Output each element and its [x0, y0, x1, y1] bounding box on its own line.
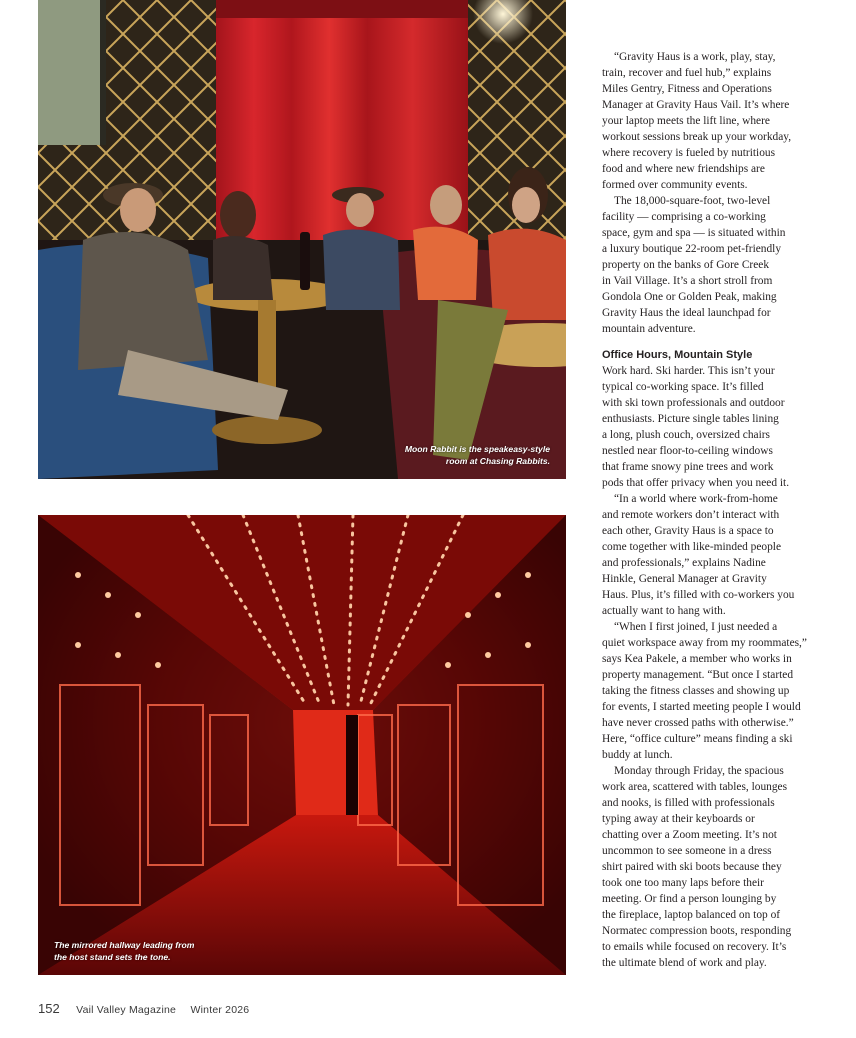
photo-mirrored-hallway — [38, 515, 566, 975]
page-number: 152 — [38, 1001, 60, 1016]
text-line: and remote workers don’t interact with — [602, 509, 780, 521]
text-line: space, gym and spa — is situated within — [602, 227, 786, 239]
text-line: Gravity Haus the ideal launchpad for — [602, 307, 771, 319]
paragraph — [602, 363, 810, 491]
text-line: uncommon to see someone in a dress — [602, 845, 772, 857]
text-line: “In a world where work-from-home — [614, 493, 778, 505]
text-line: formed over community events. — [602, 179, 748, 191]
text-line: your laptop meets the lift line, where — [602, 115, 770, 127]
text-line: workout sessions break up your workday, — [602, 131, 792, 143]
text-line: that frame snowy pine trees and work — [602, 461, 774, 473]
text-line: Miles Gentry, Fitness and Operations — [602, 83, 772, 95]
text-line: work area, scattered with tables, lounges — [602, 781, 788, 793]
text-line: mountain adventure. — [602, 323, 696, 335]
section-heading: Office Hours, Mountain Style — [602, 349, 753, 361]
text-line: Normatec compression boots, responding — [602, 925, 792, 937]
paragraph — [602, 49, 810, 193]
text-line: quiet workspace away from my roommates,” — [602, 637, 807, 649]
photo-moon-rabbit-room — [38, 0, 566, 479]
text-line: to emails while focused on recovery. It’s — [602, 941, 787, 953]
issue-date: Winter 2026 — [190, 1004, 250, 1016]
text-line: actually want to hang with. — [602, 605, 726, 617]
text-line: took one too many laps before their — [602, 877, 764, 889]
text-line: shirt paired with ski boots because they — [602, 861, 782, 873]
text-line: Haus. Plus, it’s filled with co-workers you — [602, 589, 795, 601]
caption-line: room at Chasing Rabbits. — [445, 455, 550, 466]
paragraph — [602, 193, 810, 337]
text-line: Hinkle, General Manager at Gravity — [602, 573, 767, 585]
text-line: facility — comprising a co-working — [602, 211, 766, 223]
photo-hallway-illustration — [38, 515, 566, 975]
text-line: where recovery is fueled by nutritious — [602, 147, 776, 159]
photo-caption — [405, 444, 550, 467]
publication-name: Vail Valley Magazine — [76, 1004, 177, 1016]
text-line: with ski town professionals and outdoor — [602, 397, 785, 409]
text-line: come together with like-minded people — [602, 541, 782, 553]
text-line: “When I first joined, I just needed a — [614, 621, 778, 633]
text-line: buddy at lunch. — [602, 749, 673, 761]
text-line: The 18,000-square-foot, two-level — [614, 195, 771, 207]
text-line: a long, plush couch, oversized chairs — [602, 429, 770, 441]
text-line: meeting. Or find a person lounging by — [602, 893, 777, 905]
text-line: typing away at their keyboards or — [602, 813, 755, 825]
text-line: property on the banks of Gore Creek — [602, 259, 770, 271]
text-line: and professionals,” explains Nadine — [602, 557, 766, 569]
text-line: have never crossed paths with otherwise.” — [602, 717, 794, 729]
text-line: a luxury boutique 22-room pet-friendly — [602, 243, 782, 255]
text-line: and nooks, is filled with professionals — [602, 797, 775, 809]
photo-moon-rabbit-illustration — [38, 0, 566, 479]
text-line: typical co-working space. It’s filled — [602, 381, 764, 393]
text-line: train, recover and fuel hub,” explains — [602, 67, 772, 79]
text-line: nestled near floor-to-ceiling windows — [602, 445, 773, 457]
text-line: says Kea Pakele, a member who works in — [602, 653, 792, 665]
text-line: taking the fitness classes and showing up — [602, 685, 790, 697]
page-footer — [38, 1000, 249, 1018]
text-line: Manager at Gravity Haus Vail. It’s where — [602, 99, 790, 111]
paragraph — [602, 491, 810, 619]
caption-line: Moon Rabbit is the speakeasy-style — [404, 444, 550, 454]
caption-line: the host stand sets the tone. — [54, 951, 171, 962]
text-line: the ultimate blend of work and play. — [602, 957, 767, 969]
text-line: the fireplace, laptop balanced on top of — [602, 909, 781, 921]
text-line: each other, Gravity Haus is a space to — [602, 525, 774, 537]
article-body — [602, 49, 810, 971]
text-line: for events, I started meeting people I would — [602, 701, 801, 713]
text-line: Here, “office culture” means finding a ski — [602, 733, 793, 745]
photo-caption — [54, 940, 194, 963]
text-line: in Vail Village. It’s a short stroll from — [602, 275, 773, 287]
text-line: Gondola One or Golden Peak, making — [602, 291, 777, 303]
text-line: chatting over a Zoom meeting. It’s not — [602, 829, 777, 841]
text-line: “Gravity Haus is a work, play, stay, — [614, 51, 776, 63]
text-line: enthusiasts. Picture single tables lining — [602, 413, 779, 425]
text-line: food and where new friendships are — [602, 163, 765, 175]
paragraph — [602, 763, 810, 971]
text-line: Work hard. Ski harder. This isn’t your — [602, 365, 775, 377]
caption-line: The mirrored hallway leading from — [54, 940, 195, 950]
text-line: Monday through Friday, the spacious — [614, 765, 784, 777]
text-line: pods that offer privacy when you need it. — [602, 477, 790, 489]
paragraph — [602, 619, 810, 763]
text-line: property management. “But once I started — [602, 669, 794, 681]
